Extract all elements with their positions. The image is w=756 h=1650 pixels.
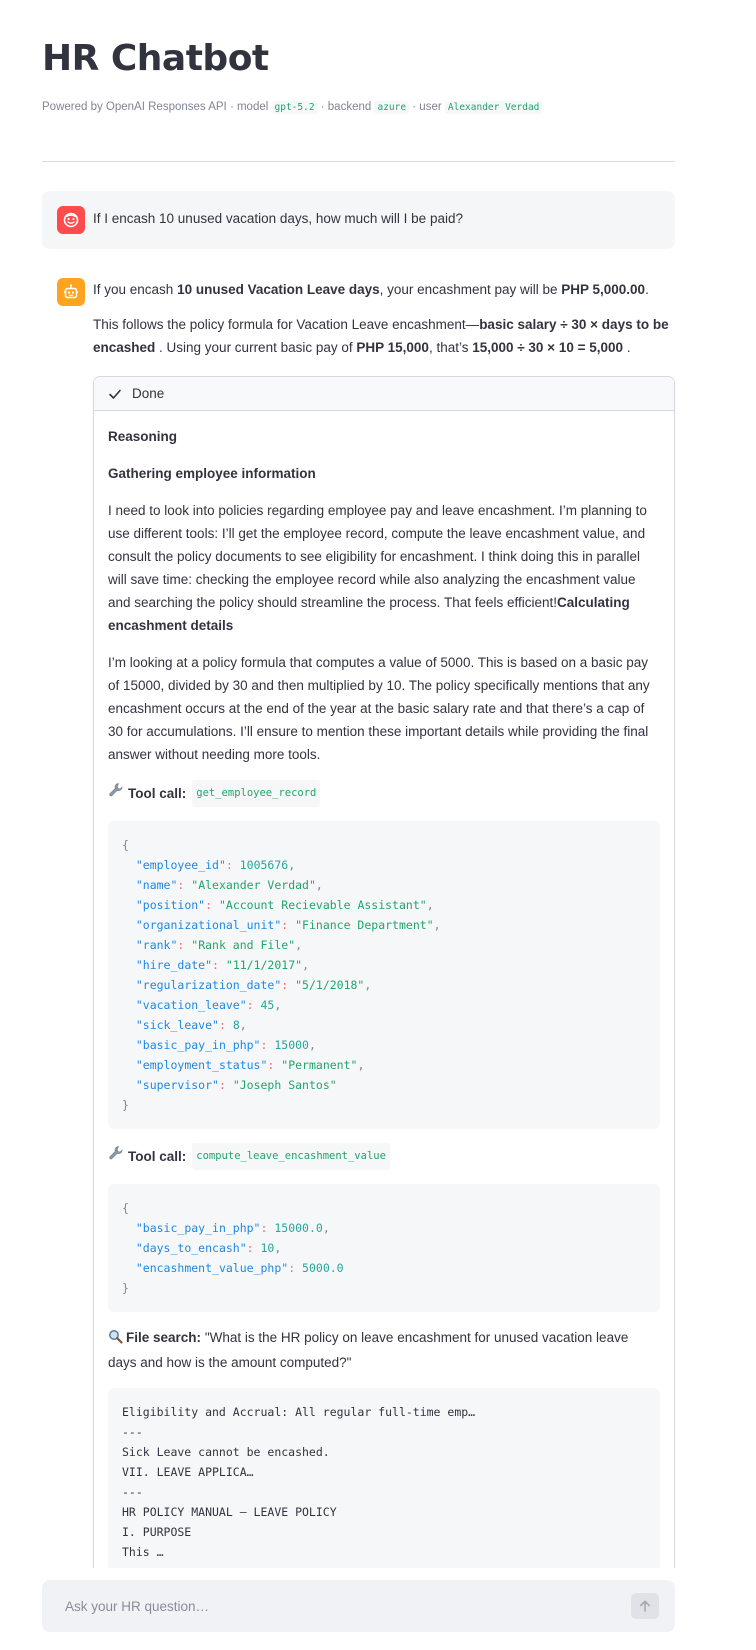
- wrench-icon: [108, 1145, 124, 1168]
- tool-output-json: { "basic_pay_in_php": 15000.0, "days_to_encash": 10, "encashment_value_php": 5000.0 }: [108, 1184, 660, 1312]
- json-key: "position": [135, 898, 206, 912]
- check-icon: [108, 387, 122, 401]
- json-key: "basic_pay_in_php": [135, 1221, 261, 1235]
- json-value: "Finance Department": [295, 918, 434, 932]
- json-value: 10: [260, 1241, 275, 1255]
- reasoning-expander: [93, 376, 675, 1650]
- json-open-brace: {: [122, 838, 129, 852]
- json-close-brace: }: [122, 1281, 129, 1295]
- json-close-brace: }: [122, 1098, 129, 1112]
- json-key: "sick_leave": [135, 1018, 219, 1032]
- magnifier-icon: [108, 1328, 123, 1351]
- backend-name: azure: [374, 101, 409, 114]
- assistant-answer-explanation: This follows the policy formula for Vacation Leave encashment—basic salary ÷ 30 × days to be encashed . Using your current basic pay of PHP 15,000, that’s 15,000 ÷ 30 × 10 = 5,000 .: [93, 317, 669, 355]
- json-value: 45: [260, 998, 275, 1012]
- json-value: "Permanent": [281, 1058, 358, 1072]
- reasoning-heading: Reasoning: [108, 429, 178, 444]
- smiley-face-icon: [57, 206, 85, 234]
- robot-icon: [57, 278, 85, 306]
- json-key: "days_to_encash": [135, 1241, 247, 1255]
- json-value: "5/1/2018": [295, 978, 365, 992]
- json-key: "basic_pay_in_php": [135, 1038, 261, 1052]
- caption-prefix: Powered by OpenAI Responses API · model: [42, 101, 269, 113]
- json-value: "11/1/2017": [225, 958, 303, 972]
- json-value: 8: [232, 1018, 240, 1032]
- json-key: "encashment_value_php": [135, 1261, 289, 1275]
- json-key: "regularization_date": [135, 978, 282, 992]
- file-search-query: "What is the HR policy on leave encashment for unused vacation leave days and how is the amount computed?": [108, 1330, 629, 1370]
- assistant-answer-summary: If you encash 10 unused Vacation Leave days, your encashment pay will be PHP 5,000.00.: [93, 282, 649, 297]
- json-key: "employment_status": [135, 1058, 268, 1072]
- json-value: 15000.0: [274, 1221, 323, 1235]
- file-search-results: Eligibility and Accrual: All regular full-time emp… --- Sick Leave cannot be encashed. VII. LEAVE APPLICA… --- HR POLICY MANUAL – LEAVE POLICY I. PURPOSE This …: [108, 1388, 660, 1576]
- json-value: "Account Recievable Assistant": [218, 898, 427, 912]
- caption-backend-label: · backend: [320, 101, 372, 113]
- reasoning-paragraph: I need to look into policies regarding employee pay and leave encashment. I’m planning to use different tools: I’ll get the employee record, compute the leave encashment value, and consult the policy documents to see eligibility for encashment. I think doing this in parallel will save time: checking the employee record while also analyzing the encashment value and searching the policy should streamline the process. That feels efficient!Calculating encashment details: [108, 503, 647, 633]
- json-key: "hire_date": [135, 958, 213, 972]
- wrench-icon: [108, 782, 124, 805]
- model-name: gpt-5.2: [272, 101, 318, 114]
- chat-input-bar: [0, 1568, 756, 1650]
- json-value: "Alexander Verdad": [191, 878, 316, 892]
- json-key: "vacation_leave": [135, 998, 247, 1012]
- assistant-avatar: [57, 278, 85, 306]
- json-value: 15000: [274, 1038, 309, 1052]
- page-title: HR Chatbot: [42, 38, 269, 79]
- json-open-brace: {: [122, 1201, 129, 1215]
- tool-output-json: { "employee_id": 1005676, "name": "Alexander Verdad", "position": "Account Recievable Assistant", "organizational_unit": "Finance Department", "rank": "Rank and File", "hire_date": "11/1/2017", "regularization_date": "5/1/2018", "vacation_leave": 45, "sick_leave": 8, "basic_pay_in_php": 15000, "employment_status": "Permanent", "supervisor": "Joseph Santos" }: [108, 821, 660, 1129]
- file-search-line: [108, 1326, 660, 1374]
- chat-input[interactable]: [42, 1580, 675, 1632]
- tool-call-line: [108, 780, 660, 807]
- user-chat-message: [42, 191, 675, 249]
- divider: [42, 161, 675, 162]
- json-value: "Rank and File": [191, 938, 296, 952]
- json-value: "Joseph Santos": [232, 1078, 337, 1092]
- user-message-text: If I encash 10 unused vacation days, how much will I be paid?: [93, 211, 463, 226]
- tool-call-label: Tool call:: [128, 1149, 187, 1164]
- user-name: Alexander Verdad: [445, 101, 543, 114]
- expander-header[interactable]: [94, 377, 674, 411]
- json-key: "organizational_unit": [135, 918, 282, 932]
- send-button[interactable]: [631, 1593, 659, 1619]
- json-value: 1005676: [239, 858, 289, 872]
- tool-name: compute_leave_encashment_value: [192, 1143, 390, 1170]
- caption-user-label: · user: [412, 101, 442, 113]
- file-search-label: File search:: [126, 1330, 202, 1345]
- app-caption: [42, 101, 542, 113]
- expander-status: Done: [132, 386, 165, 401]
- json-value: 5000.0: [302, 1261, 344, 1275]
- arrow-up-icon: [638, 1599, 652, 1613]
- tool-call-line: [108, 1143, 660, 1170]
- expander-body: [94, 411, 674, 1576]
- reasoning-paragraph: I’m looking at a policy formula that computes a value of 5000. This is based on a basic pay of 15000, divided by 30 and then multiplied by 10. The policy specifically mentions that any encashment occurs at the end of the year at the basic salary rate and that there’s a cap of 30 for accumulations. I’ll ensure to mention these important details while providing the final answer without needing more tools.: [108, 655, 650, 762]
- tool-name: get_employee_record: [192, 780, 320, 807]
- json-key: "supervisor": [135, 1078, 219, 1092]
- json-key: "rank": [135, 938, 178, 952]
- json-key: "employee_id": [135, 858, 226, 872]
- section-heading: Gathering employee information: [108, 466, 316, 481]
- json-key: "name": [135, 878, 178, 892]
- tool-call-label: Tool call:: [128, 786, 187, 801]
